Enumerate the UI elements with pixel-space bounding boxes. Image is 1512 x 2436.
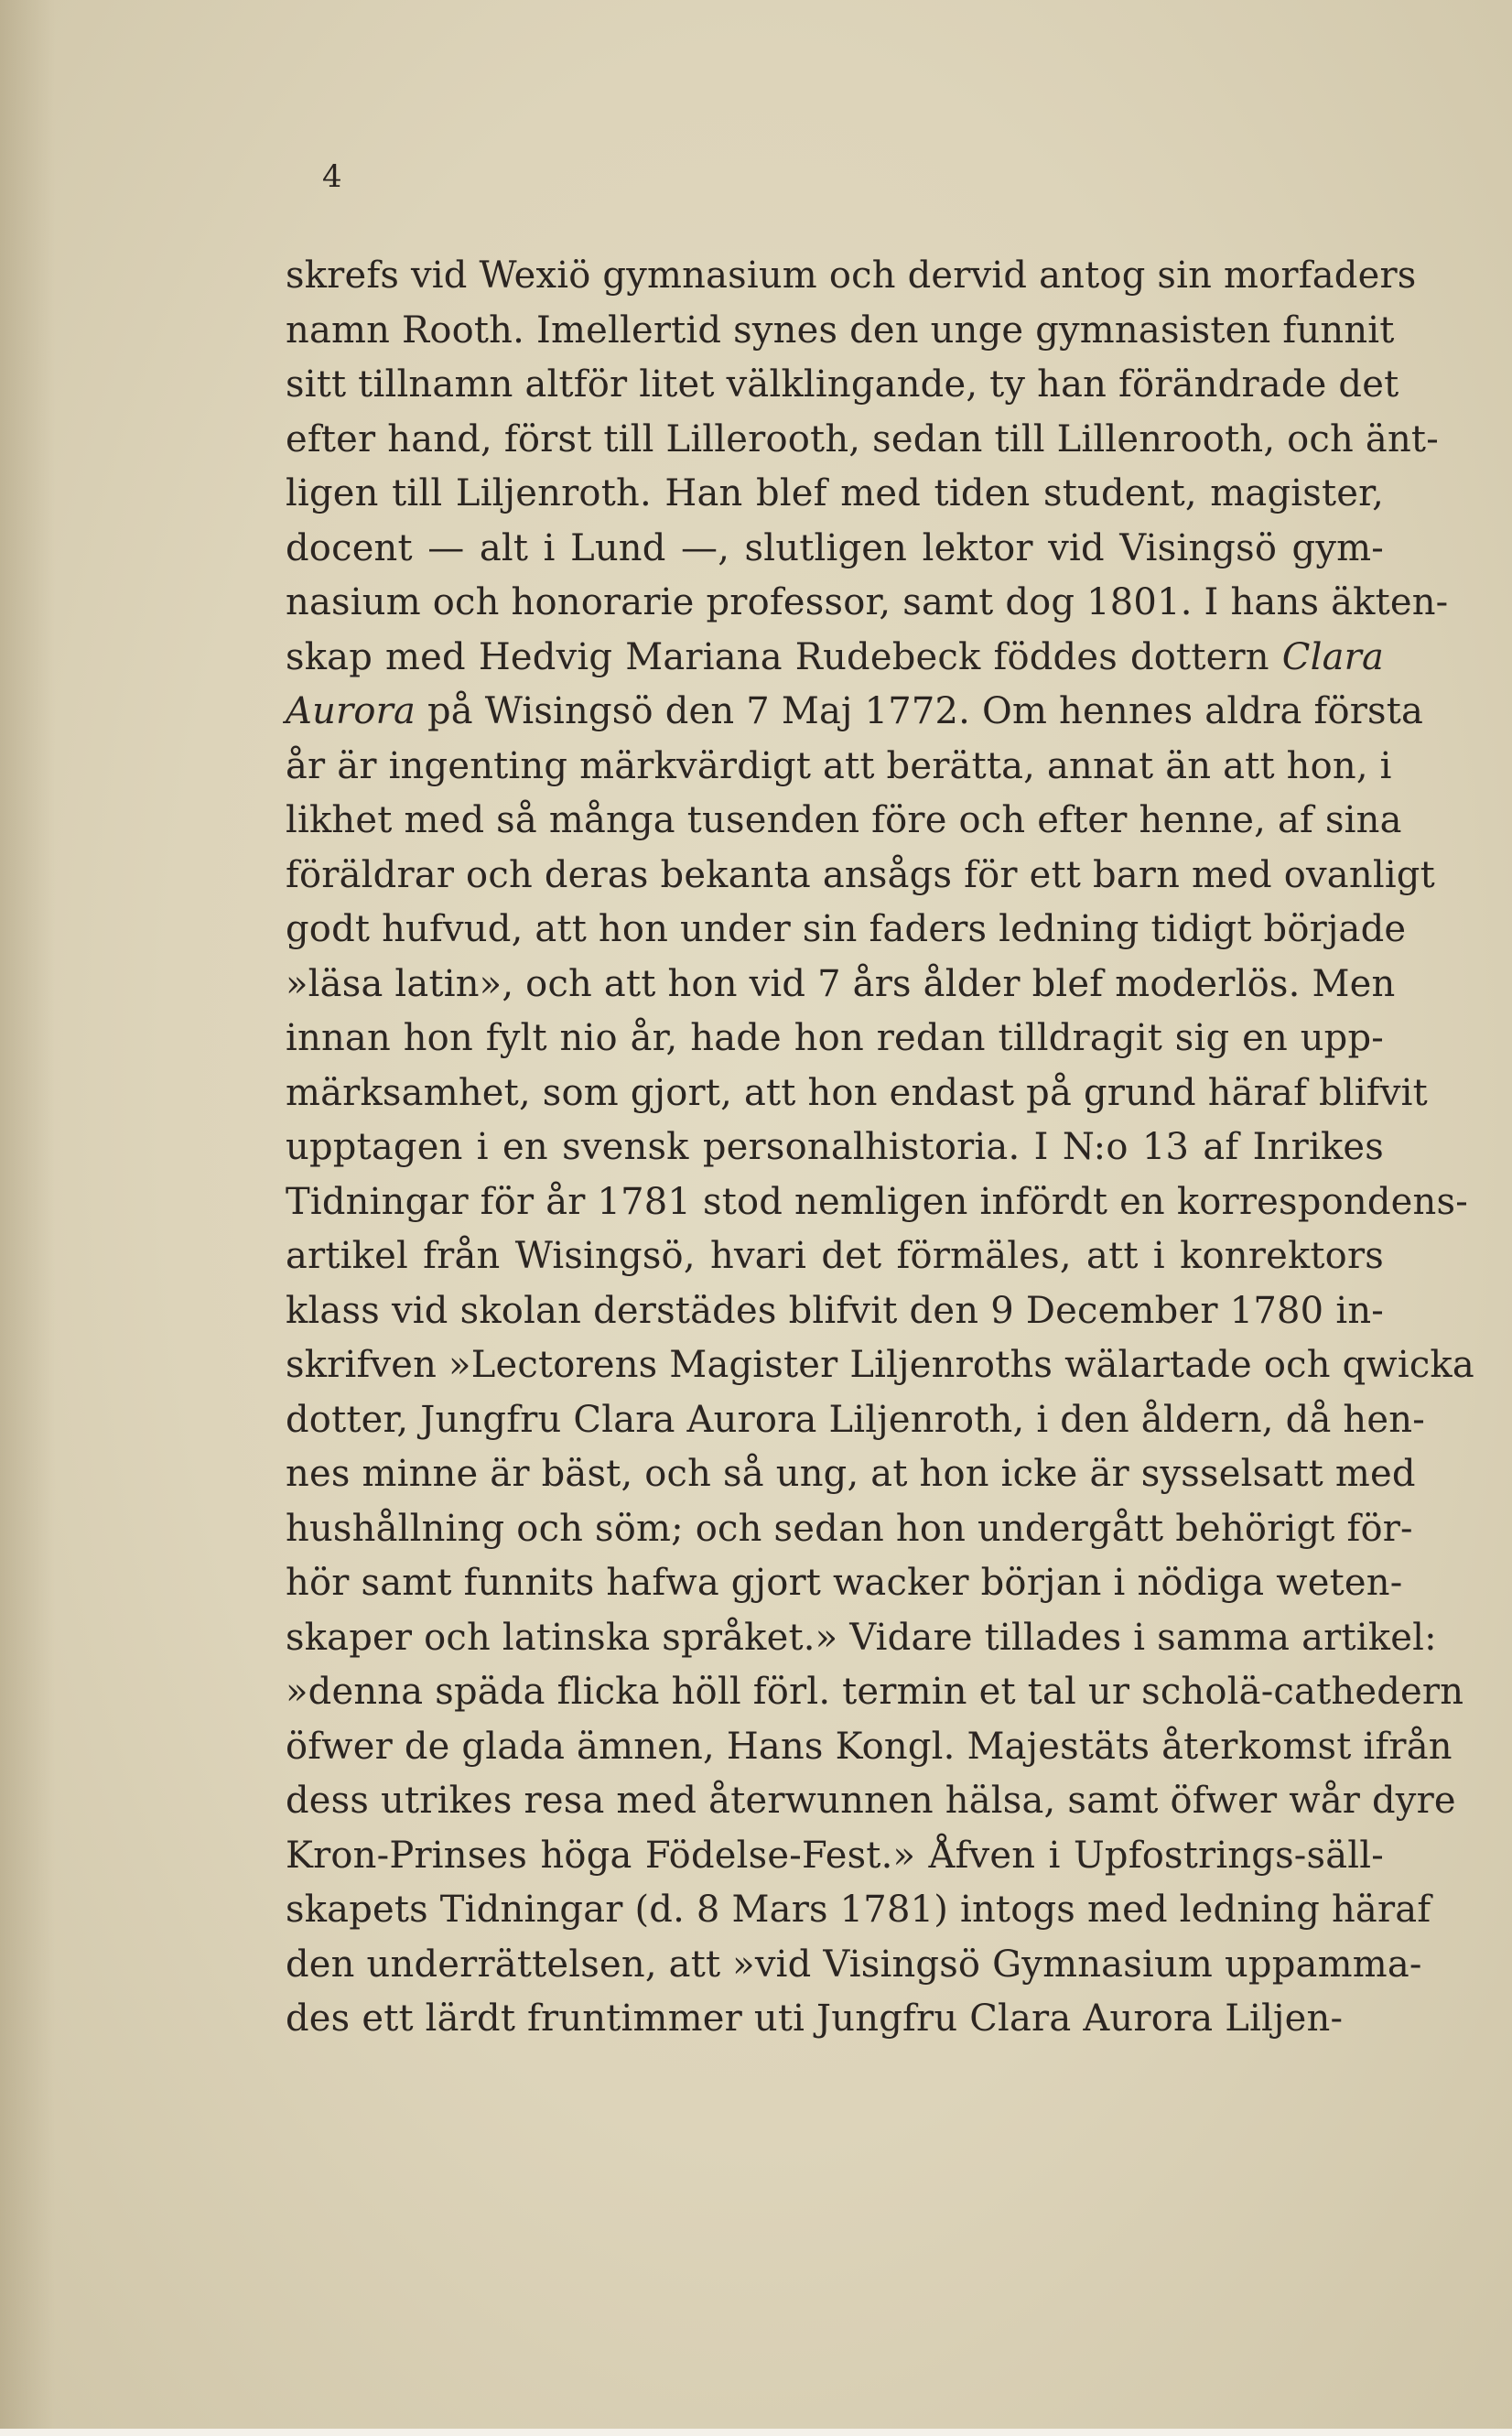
- text-line: des ett lärdt fruntimmer uti Jungfru Clara Aurora Liljen-: [286, 1998, 1344, 2040]
- text-line: den underrättelsen, att »vid Visingsö Gymnasium uppamma-: [286, 1943, 1422, 1986]
- text-line: öfwer de glada ämnen, Hans Kongl. Majestäts återkomst ifrån: [286, 1725, 1453, 1768]
- text-line: skapets Tidningar (d. 8 Mars 1781) intogs med ledning häraf: [286, 1889, 1431, 1931]
- text-line: »läsa latin», och att hon vid 7 års ålder blef moderlös. Men: [286, 962, 1396, 1005]
- text-line: artikel från Wisingsö, hvari det förmäles, att i konrektors: [286, 1235, 1384, 1277]
- page-bottom-edge: [0, 2429, 1512, 2436]
- page-edge-shadow: [0, 0, 55, 2436]
- text-line: godt hufvud, att hon under sin faders ledning tidigt började: [286, 908, 1407, 950]
- text-line: »denna späda flicka höll förl. termin et tal ur scholä-cathedern: [286, 1671, 1464, 1713]
- text-line-segment: på Wisingsö den 7 Maj 1772. Om hennes aldra första: [427, 690, 1424, 732]
- text-line: dess utrikes resa med återwunnen hälsa, samt öfwer wår dyre: [286, 1780, 1456, 1822]
- italic-name-clara: Clara: [1281, 635, 1384, 678]
- text-line-with-italic: [286, 685, 1424, 740]
- text-line: ligen till Liljenroth. Han blef med tiden student, magister,: [286, 472, 1384, 514]
- text-line: nes minne är bäst, och så ung, at hon icke är sysselsatt med: [286, 1453, 1416, 1495]
- text-line: upptagen i en svensk personalhistoria. I N:o 13 af Inrikes: [286, 1126, 1384, 1168]
- page-number: 4: [322, 158, 342, 195]
- text-line: sitt tillnamn altför litet välklingande, ty han förändrade det: [286, 363, 1399, 406]
- text-line: år är ingenting märkvärdigt att berätta, annat än att hon, i: [286, 744, 1392, 787]
- text-line: hushållning och söm; och sedan hon undergått behörigt för-: [286, 1507, 1413, 1550]
- text-line: docent — alt i Lund —, slutligen lektor vid Visingsö gym-: [286, 526, 1384, 569]
- text-line: likhet med så många tusenden före och efter henne, af sina: [286, 799, 1402, 841]
- text-line: Kron-Prinses höga Födelse-Fest.» Åfven i Upfostrings-säll-: [286, 1834, 1384, 1877]
- text-line: namn Rooth. Imellertid synes den unge gymnasisten funnit: [286, 309, 1395, 352]
- text-line: skrefs vid Wexiö gymnasium och dervid antog sin morfaders: [286, 254, 1417, 297]
- text-line-with-italic: [286, 631, 1384, 686]
- text-line: skrifven »Lectorens Magister Liljenroths wälartade och qwicka: [286, 1344, 1474, 1386]
- text-line: efter hand, först till Lillerooth, sedan till Lillenrooth, och änt-: [286, 417, 1439, 460]
- text-line: innan hon fylt nio år, hade hon redan tilldragit sig en upp-: [286, 1017, 1384, 1059]
- text-line: dotter, Jungfru Clara Aurora Liljenroth, i den åldern, då hen-: [286, 1398, 1425, 1441]
- text-line-segment: skap med Hedvig Mariana Rudebeck föddes dottern: [286, 635, 1269, 678]
- body-text: [286, 249, 1474, 2047]
- text-line: hör samt funnits hafwa gjort wacker början i nödiga weten-: [286, 1562, 1403, 1604]
- text-line: föräldrar och deras bekanta ansågs för ett barn med ovanligt: [286, 853, 1435, 896]
- text-line: nasium och honorarie professor, samt dog 1801. I hans äkten-: [286, 581, 1449, 623]
- text-line: klass vid skolan derstädes blifvit den 9 December 1780 in-: [286, 1289, 1384, 1332]
- text-line: Tidningar för år 1781 stod nemligen infördt en korrespondens-: [286, 1180, 1468, 1223]
- italic-name-aurora: Aurora: [286, 690, 416, 732]
- text-line: märksamhet, som gjort, att hon endast på grund häraf blifvit: [286, 1071, 1428, 1114]
- text-line: skaper och latinska språket.» Vidare tillades i samma artikel:: [286, 1616, 1437, 1659]
